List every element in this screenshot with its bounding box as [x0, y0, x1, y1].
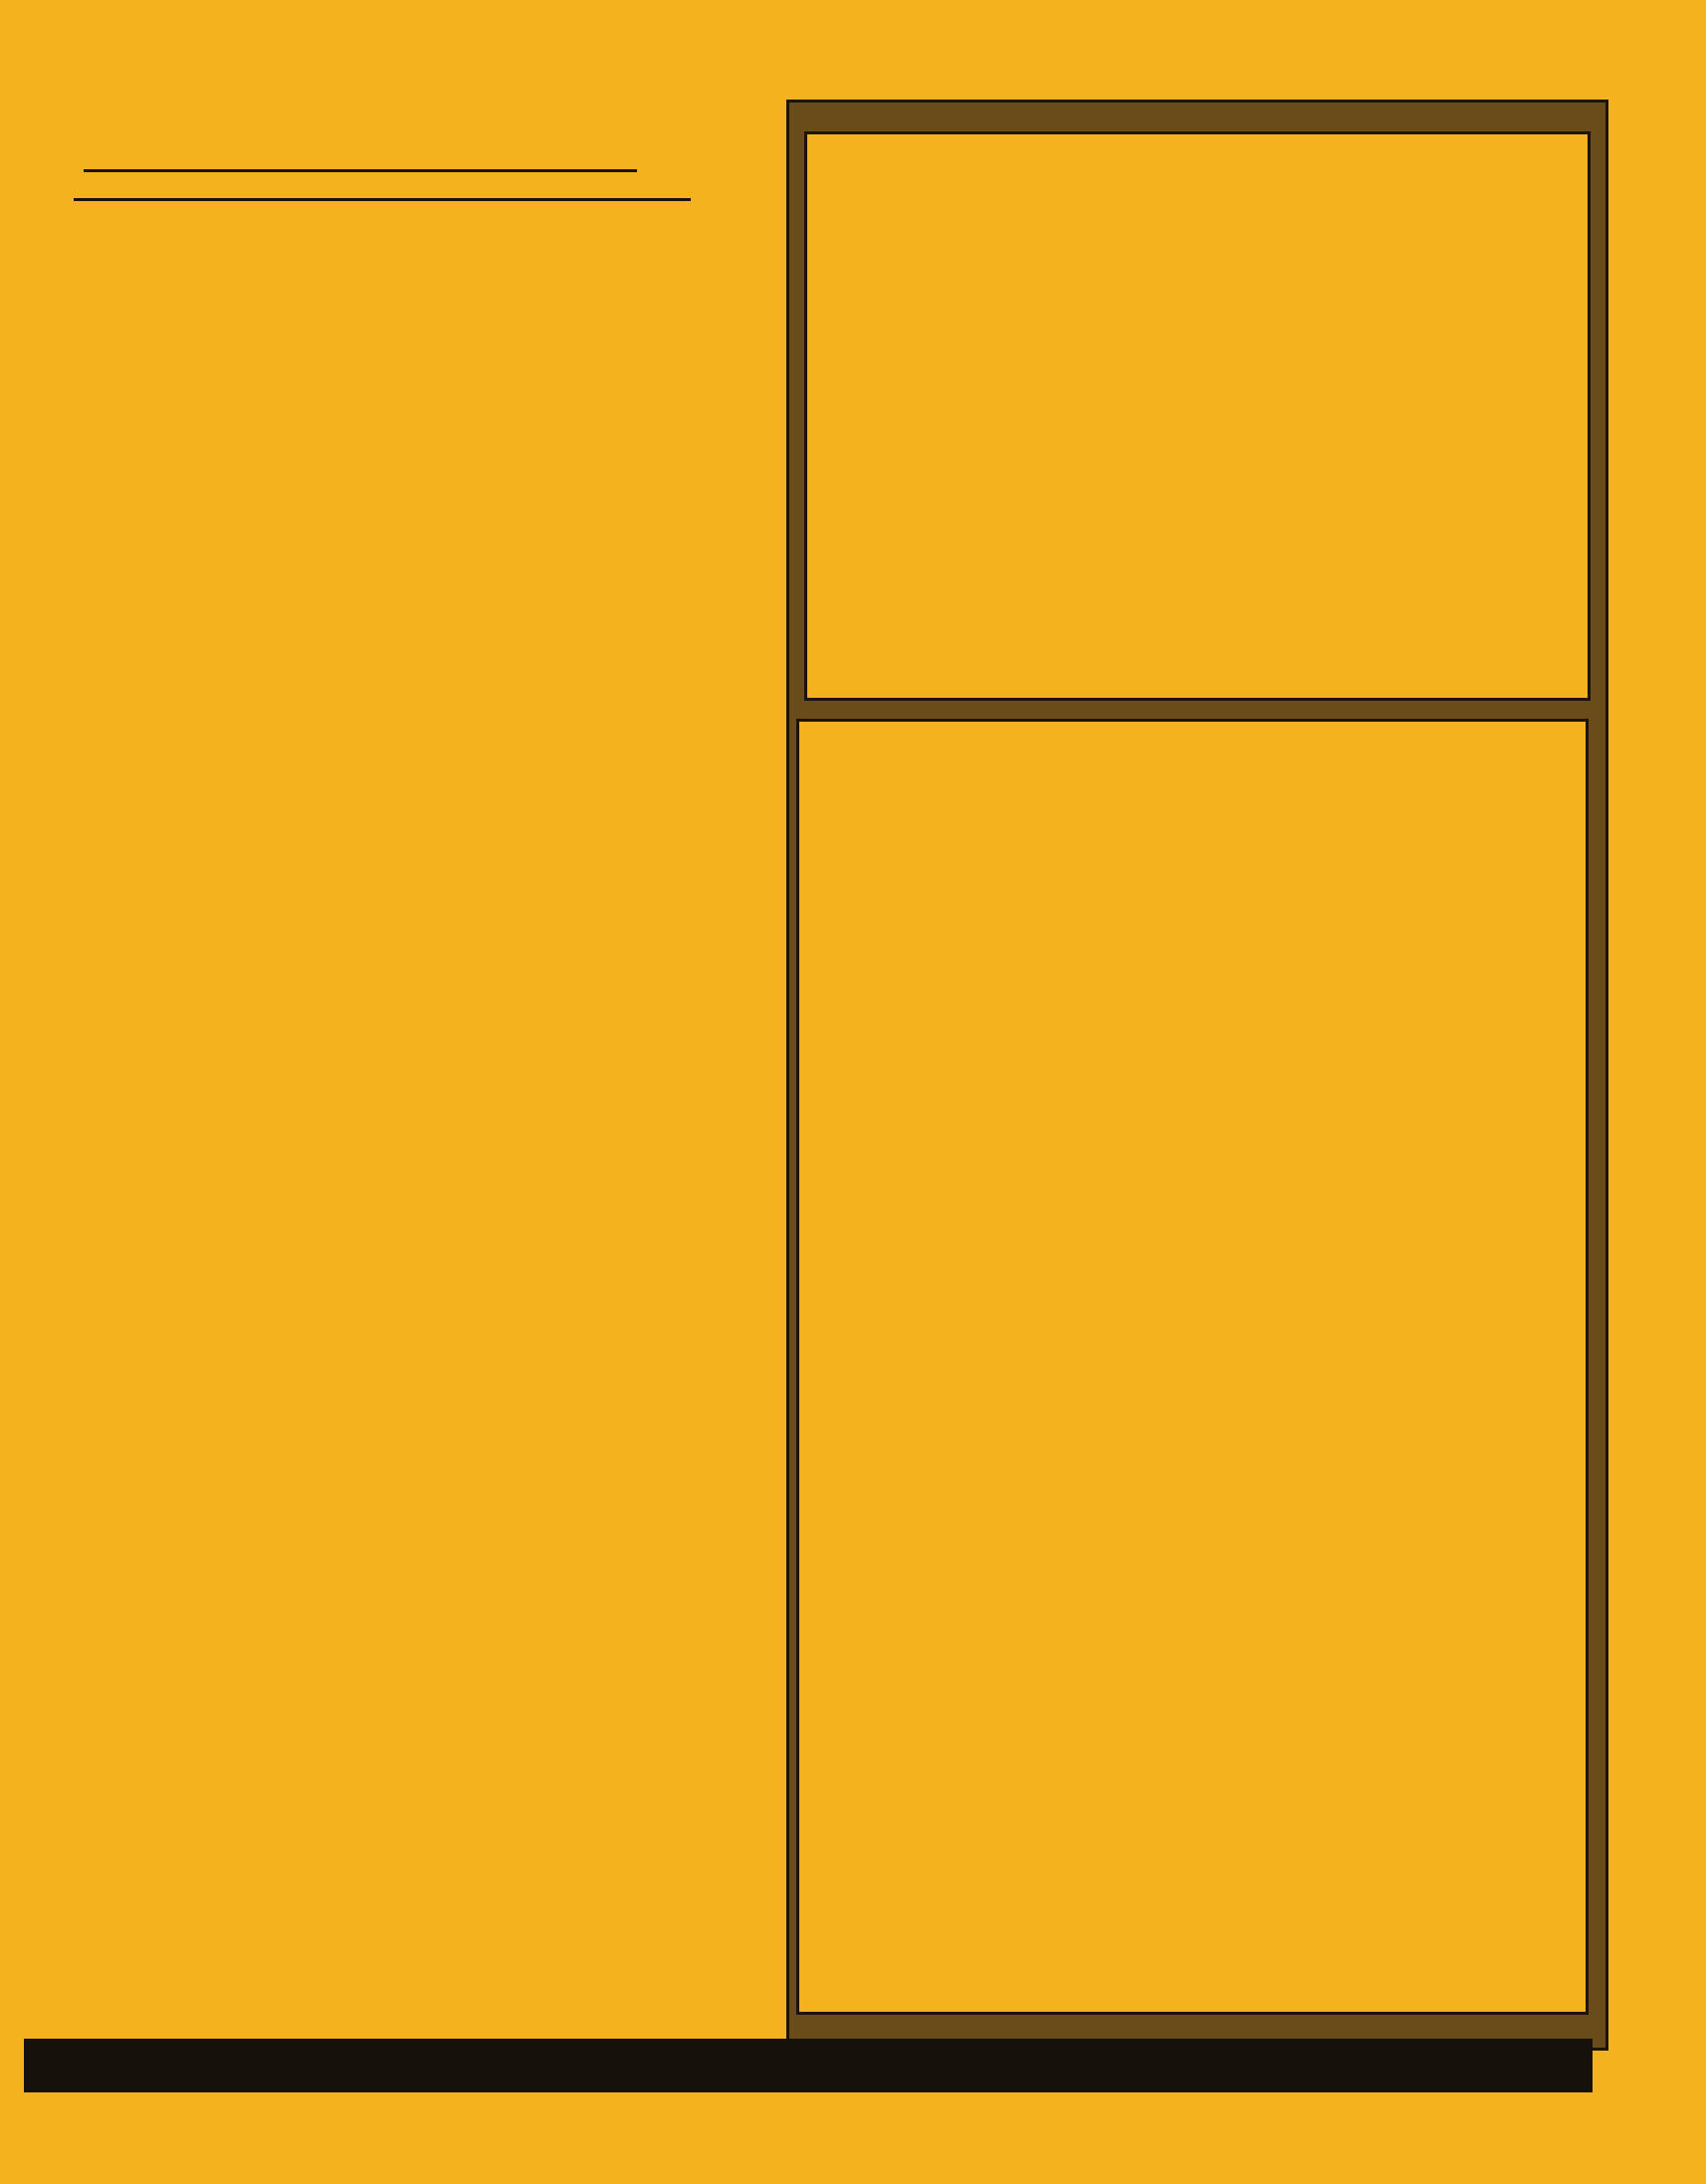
calendar-of-events	[804, 131, 1591, 701]
executive-committee	[796, 719, 1589, 2015]
seminar-divider	[84, 169, 637, 172]
intake-divider	[74, 198, 691, 201]
hotline-banner	[24, 2039, 1593, 2092]
left-column	[74, 159, 746, 217]
